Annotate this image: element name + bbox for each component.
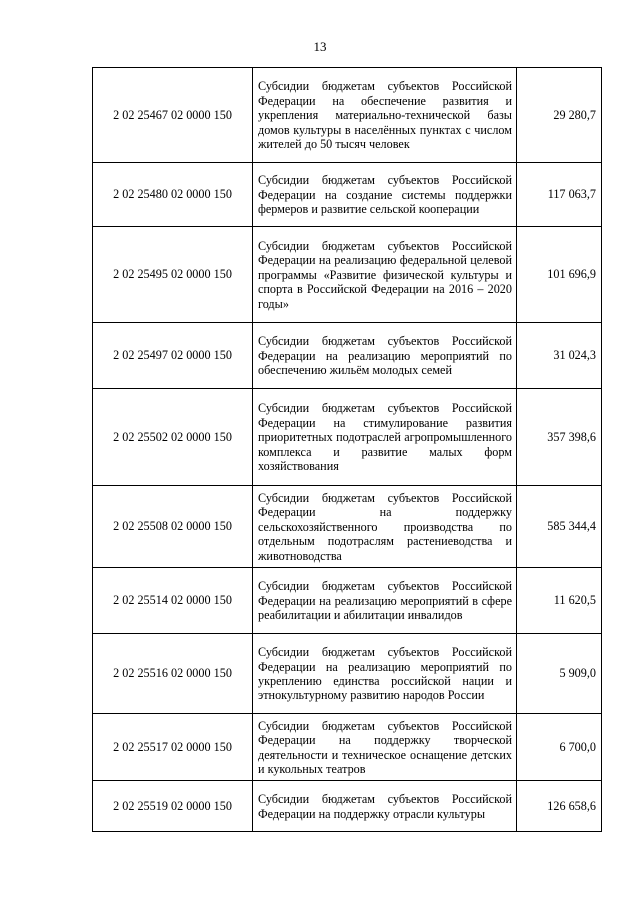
table-row [93, 68, 602, 163]
description-cell: Субсидии бюджетам субъектов Российской Федерации на поддержку сельскохозяйственного производства по отдельным подотраслям растениеводства и животноводства [253, 486, 517, 568]
amount-cell: 29 280,7 [517, 68, 602, 163]
budget-code-cell: 2 02 25508 02 0000 150 [93, 486, 253, 568]
table-row [93, 323, 602, 389]
amount-cell: 6 700,0 [517, 714, 602, 781]
description-cell: Субсидии бюджетам субъектов Российской Федерации на реализацию мероприятий по обеспечению жильём молодых семей [253, 323, 517, 389]
budget-code-cell: 2 02 25467 02 0000 150 [93, 68, 253, 163]
amount-cell: 117 063,7 [517, 163, 602, 227]
amount-cell: 5 909,0 [517, 634, 602, 714]
table-row [93, 714, 602, 781]
description-cell: Субсидии бюджетам субъектов Российской Федерации на реализацию мероприятий по укреплению единства российской нации и этнокультурному развитию народов России [253, 634, 517, 714]
table-row [93, 227, 602, 323]
description-cell: Субсидии бюджетам субъектов Российской Федерации на стимулирование развития приоритетных подотраслей агропромышленного комплекса и развитие малых форм хозяйствования [253, 389, 517, 486]
amount-cell: 585 344,4 [517, 486, 602, 568]
description-cell: Субсидии бюджетам субъектов Российской Федерации на обеспечение развития и укрепления материально-технической базы домов культуры в населённых пунктах с числом жителей до 50 тысяч человек [253, 68, 517, 163]
budget-code-cell: 2 02 25517 02 0000 150 [93, 714, 253, 781]
description-cell: Субсидии бюджетам субъектов Российской Федерации на поддержку отрасли культуры [253, 781, 517, 832]
budget-code-cell: 2 02 25502 02 0000 150 [93, 389, 253, 486]
budget-table-body [93, 68, 602, 832]
budget-code-cell: 2 02 25519 02 0000 150 [93, 781, 253, 832]
table-row [93, 634, 602, 714]
table-row [93, 486, 602, 568]
budget-code-cell: 2 02 25495 02 0000 150 [93, 227, 253, 323]
amount-cell: 357 398,6 [517, 389, 602, 486]
amount-cell: 31 024,3 [517, 323, 602, 389]
amount-cell: 126 658,6 [517, 781, 602, 832]
description-cell: Субсидии бюджетам субъектов Российской Федерации на реализацию федеральной целевой программы «Развитие физической культуры и спорта в Российской Федерации на 2016 – 2020 годы» [253, 227, 517, 323]
budget-code-cell: 2 02 25480 02 0000 150 [93, 163, 253, 227]
description-cell: Субсидии бюджетам субъектов Российской Федерации на поддержку творческой деятельности и техническое оснащение детских и кукольных театров [253, 714, 517, 781]
table-row [93, 389, 602, 486]
page-number: 13 [313, 39, 327, 54]
description-cell: Субсидии бюджетам субъектов Российской Федерации на создание системы поддержки фермеров и развитие сельской кооперации [253, 163, 517, 227]
table-row [93, 163, 602, 227]
table-row [93, 781, 602, 832]
budget-code-cell: 2 02 25516 02 0000 150 [93, 634, 253, 714]
budget-code-cell: 2 02 25514 02 0000 150 [93, 568, 253, 634]
budget-table [92, 67, 602, 832]
amount-cell: 101 696,9 [517, 227, 602, 323]
budget-code-cell: 2 02 25497 02 0000 150 [93, 323, 253, 389]
description-cell: Субсидии бюджетам субъектов Российской Федерации на реализацию мероприятий в сфере реабилитации и абилитации инвалидов [253, 568, 517, 634]
table-row [93, 568, 602, 634]
amount-cell: 11 620,5 [517, 568, 602, 634]
